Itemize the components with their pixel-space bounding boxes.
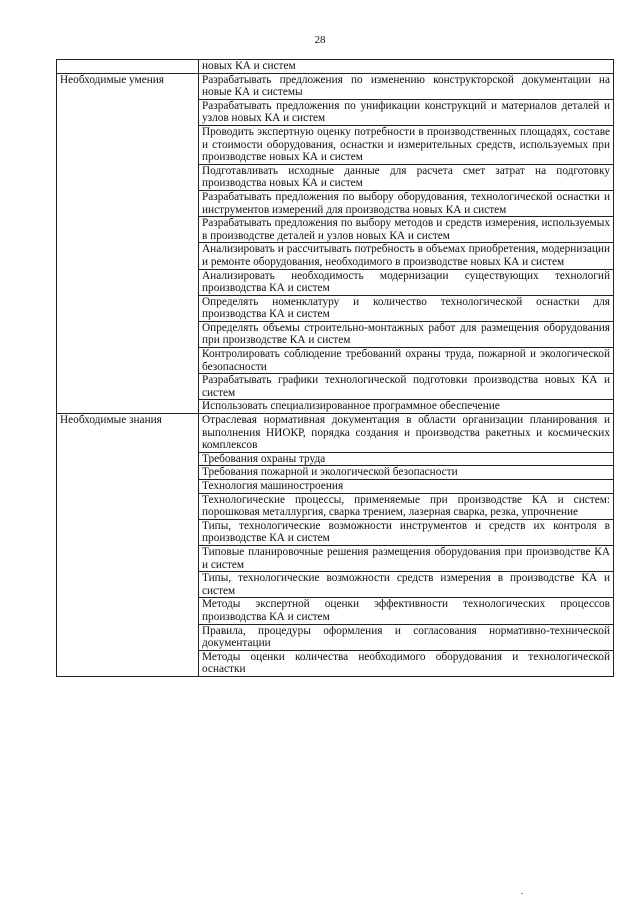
row-text: Правила, процедуры оформления и согласования нормативно-технической документации [199, 624, 614, 650]
row-text: Использовать специализированное программное обеспечение [199, 400, 614, 414]
table-row [57, 414, 614, 453]
row-text: Определять номенклатуру и количество технологической оснастки для производства КА и систем [199, 295, 614, 321]
row-text: Типы, технологические возможности инструментов и средств их контроля в производстве КА и систем [199, 519, 614, 545]
row-text: Требования пожарной и экологической безопасности [199, 466, 614, 480]
table-row [57, 60, 614, 74]
row-text: Определять объемы строительно-монтажных работ для размещения оборудования при производстве КА и систем [199, 321, 614, 347]
requirements-table [56, 59, 614, 677]
row-text: Технология машиностроения [199, 480, 614, 494]
row-text: Технологические процессы, применяемые при производстве КА и систем: порошковая металлургия, сварка трением, лазерная сварка, резка, упрочнение [199, 493, 614, 519]
row-text: Типовые планировочные решения размещения оборудования при производстве КА и систем [199, 545, 614, 571]
table-body [57, 60, 614, 677]
scan-artifact [521, 893, 523, 894]
row-text: Методы экспертной оценки эффективности технологических процессов производства КА и систем [199, 598, 614, 624]
row-text: Проводить экспертную оценку потребности в производственных площадях, составе и стоимости оборудования, оснастки и измерительных средств, используемых при производстве новых КА и систем [199, 125, 614, 164]
page-number: 28 [314, 34, 326, 46]
row-text: Разрабатывать предложения по изменению конструкторской документации на новые КА и системы [199, 73, 614, 99]
row-label: Необходимые умения [57, 73, 199, 413]
row-text: Разрабатывать предложения по выбору оборудования, технологической оснастки и инструментов измерений для производства новых КА и систем [199, 190, 614, 216]
row-text: новых КА и систем [199, 60, 614, 74]
row-text: Разрабатывать предложения по унификации конструкций и материалов деталей и узлов новых КА и систем [199, 99, 614, 125]
row-label [57, 60, 199, 74]
table-row [57, 73, 614, 99]
row-text: Анализировать необходимость модернизации существующих технологий производства КА и систем [199, 269, 614, 295]
row-text: Подготавливать исходные данные для расчета смет затрат на подготовку производства новых КА и систем [199, 164, 614, 190]
row-text: Разрабатывать графики технологической подготовки производства новых КА и систем [199, 374, 614, 400]
row-text: Контролировать соблюдение требований охраны труда, пожарной и экологической безопасности [199, 348, 614, 374]
row-text: Требования охраны труда [199, 452, 614, 466]
row-text: Анализировать и рассчитывать потребность в объемах приобретения, модернизации и ремонте оборудования, необходимого в производстве новых КА и систем [199, 243, 614, 269]
row-label: Необходимые знания [57, 414, 199, 677]
row-text: Методы оценки количества необходимого оборудования и технологической оснастки [199, 650, 614, 676]
row-text: Отраслевая нормативная документация в области организации планирования и выполнения НИОКР, порядка создания и производства ракетных и космических комплексов [199, 414, 614, 453]
row-text: Типы, технологические возможности средств измерения в производстве КА и систем [199, 572, 614, 598]
row-text: Разрабатывать предложения по выбору методов и средств измерения, используемых в производстве деталей и узлов новых КА и систем [199, 217, 614, 243]
